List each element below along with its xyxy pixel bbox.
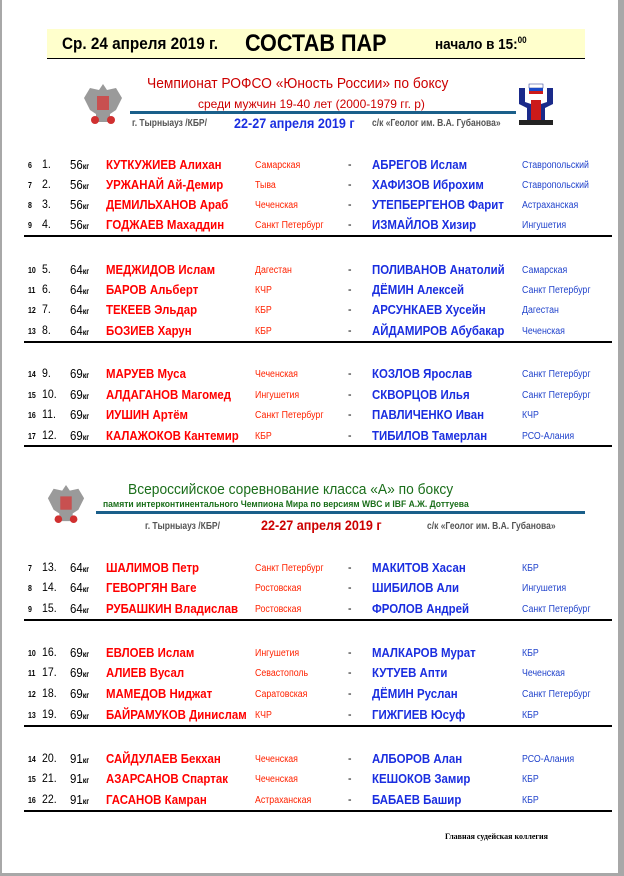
versus-dash: -: [348, 323, 352, 337]
weight-unit: кг: [82, 650, 90, 659]
blue-corner-name: УТЕПБЕРГЕНОВ Фарит: [372, 197, 504, 212]
red-corner-name: ГАСАНОВ Камран: [106, 792, 207, 807]
weight-value: 69: [70, 707, 83, 722]
table-row: [2, 217, 618, 237]
pair-number: 21.: [42, 771, 57, 785]
table-row: [2, 157, 618, 177]
weight-value: 56: [70, 217, 83, 232]
table-row: [2, 407, 618, 427]
blue-corner-name: ДЁМИН Руслан: [372, 686, 458, 701]
red-corner-name: ТЕКЕЕВ Эльдар: [106, 302, 198, 317]
versus-dash: -: [348, 366, 352, 380]
blue-corner-name: АРСУНКАЕВ Хусейн: [372, 302, 486, 317]
red-corner-region: Дагестан: [255, 265, 292, 276]
red-corner-region: Астраханская: [255, 795, 312, 806]
weight-unit: кг: [82, 222, 90, 231]
versus-dash: -: [348, 428, 352, 442]
weight-value: 69: [70, 407, 83, 422]
weight-value: 91: [70, 792, 83, 807]
weight-class: [70, 645, 89, 660]
blue-corner-region: Санкт Петербург: [522, 390, 591, 401]
weight-value: 69: [70, 665, 83, 680]
blue-corner-region: Самарская: [522, 265, 568, 276]
group-divider: [24, 445, 612, 447]
weight-unit: кг: [82, 797, 90, 806]
versus-dash: -: [348, 601, 352, 615]
weight-value: 56: [70, 197, 83, 212]
bout-order: 8: [28, 584, 32, 593]
blue-corner-region: КБР: [522, 563, 539, 574]
bout-order: 8: [28, 201, 32, 210]
group-divider: [24, 810, 612, 812]
header-band: [47, 29, 585, 59]
pair-number: 18.: [42, 686, 57, 700]
weight-class: [70, 323, 89, 338]
table-row: [2, 387, 618, 407]
group-divider: [24, 341, 612, 343]
table-row: [2, 262, 618, 282]
weight-unit: кг: [82, 606, 90, 615]
bout-order: 9: [28, 605, 32, 614]
blue-corner-name: ФРОЛОВ Андрей: [372, 601, 470, 616]
red-corner-region: Ингушетия: [255, 648, 300, 659]
blue-corner-name: ГИЖГИЕВ Юсуф: [372, 707, 466, 722]
red-corner-name: ШАЛИМОВ Петр: [106, 560, 200, 575]
blue-corner-name: ХАФИЗОВ Иброхим: [372, 177, 484, 192]
blue-corner-region: Ставропольский: [522, 180, 589, 191]
bout-order: 10: [28, 266, 36, 275]
weight-class: [70, 601, 89, 616]
blue-corner-name: ПОЛИВАНОВ Анатолий: [372, 262, 505, 277]
weight-unit: кг: [82, 433, 90, 442]
weight-unit: кг: [82, 585, 90, 594]
table-row: [2, 665, 618, 685]
section2-divider: [96, 511, 585, 514]
blue-corner-name: ИЗМАЙЛОВ Хизир: [372, 217, 477, 232]
versus-dash: -: [348, 262, 352, 276]
red-corner-name: ЕВЛОЕВ Ислам: [106, 645, 195, 660]
weight-class: [70, 792, 89, 807]
pair-number: 2.: [42, 177, 51, 191]
bout-order: 15: [28, 775, 36, 784]
section1-dates: 22-27 апреля 2019 г: [234, 115, 355, 131]
pair-number: 12.: [42, 428, 57, 442]
weight-class: [70, 428, 89, 443]
blue-corner-name: ШИБИЛОВ Али: [372, 580, 460, 595]
bout-order: 12: [28, 690, 36, 699]
red-corner-name: МАМЕДОВ Ниджат: [106, 686, 213, 701]
weight-unit: кг: [82, 287, 90, 296]
versus-dash: -: [348, 302, 352, 316]
red-corner-region: КБР: [255, 431, 272, 442]
pair-number: 20.: [42, 751, 57, 765]
bout-order: 11: [28, 286, 36, 295]
weight-class: [70, 751, 89, 766]
versus-dash: -: [348, 282, 352, 296]
bout-order: 15: [28, 391, 36, 400]
section1-title: Чемпионат РОФСО «Юность России» по боксу: [147, 75, 449, 92]
weight-value: 56: [70, 157, 83, 172]
bout-order: 14: [28, 370, 36, 379]
weight-unit: кг: [82, 202, 90, 211]
blue-corner-region: Санкт Петербург: [522, 604, 591, 615]
pair-number: 3.: [42, 197, 51, 211]
versus-dash: -: [348, 197, 352, 211]
weight-unit: кг: [82, 776, 90, 785]
bout-order: 17: [28, 432, 36, 441]
red-corner-region: Чеченская: [255, 369, 298, 380]
bout-order: 11: [28, 669, 36, 678]
red-corner-name: РУБАШКИН Владислав: [106, 601, 238, 616]
blue-corner-name: ДЁМИН Алексей: [372, 282, 465, 297]
section2-dates: 22-27 апреля 2019 г: [261, 517, 382, 533]
weight-class: [70, 407, 89, 422]
versus-dash: -: [348, 707, 352, 721]
red-corner-region: Ростовская: [255, 583, 302, 594]
red-corner-name: КАЛАЖОКОВ Кантемир: [106, 428, 239, 443]
weight-value: 69: [70, 428, 83, 443]
red-corner-name: АЛДАГАНОВ Магомед: [106, 387, 232, 402]
weight-value: 69: [70, 686, 83, 701]
blue-corner-region: Ставропольский: [522, 160, 589, 171]
blue-corner-name: МАКИТОВ Хасан: [372, 560, 466, 575]
blue-corner-name: МАЛКАРОВ Мурат: [372, 645, 476, 660]
weight-class: [70, 580, 89, 595]
weight-class: [70, 366, 89, 381]
pair-number: 7.: [42, 302, 51, 316]
page-title: СОСТАВ ПАР: [245, 30, 387, 57]
blue-corner-name: АЛБОРОВ Алан: [372, 751, 463, 766]
weight-unit: кг: [82, 756, 90, 765]
weight-value: 69: [70, 645, 83, 660]
blue-corner-name: СКВОРЦОВ Илья: [372, 387, 470, 402]
bout-order: 16: [28, 796, 36, 805]
red-corner-name: БАЙРАМУКОВ Динислам: [106, 707, 247, 722]
bout-order: 13: [28, 327, 36, 336]
russia-emblem-icon: [82, 80, 124, 128]
pair-number: 16.: [42, 645, 57, 659]
table-row: [2, 302, 618, 322]
table-row: [2, 323, 618, 343]
weight-unit: кг: [82, 162, 90, 171]
red-corner-name: ДЕМИЛЬХАНОВ Араб: [106, 197, 229, 212]
red-corner-name: БОЗИЕВ Харун: [106, 323, 192, 338]
weight-value: 64: [70, 580, 83, 595]
red-corner-region: КЧР: [255, 710, 272, 721]
weight-value: 91: [70, 751, 83, 766]
red-corner-name: УРЖАНАЙ Ай-Демир: [106, 177, 224, 192]
table-row: [2, 560, 618, 580]
table-row: [2, 197, 618, 217]
weight-value: 64: [70, 560, 83, 575]
versus-dash: -: [348, 407, 352, 421]
red-corner-region: Чеченская: [255, 200, 298, 211]
pair-number: 15.: [42, 601, 57, 615]
section1-city: г. Тырныауз /КБР/: [132, 118, 207, 129]
header-date: Ср. 24 апреля 2019 г.: [62, 34, 219, 53]
blue-corner-region: Ингушетия: [522, 220, 567, 231]
pair-number: 14.: [42, 580, 57, 594]
section1-divider: [130, 111, 516, 114]
red-corner-region: КБР: [255, 326, 272, 337]
bout-order: 16: [28, 411, 36, 420]
blue-corner-name: ТИБИЛОВ Тамерлан: [372, 428, 488, 443]
start-time: [435, 35, 527, 53]
red-corner-region: Севастополь: [255, 668, 309, 679]
red-corner-region: Чеченская: [255, 754, 298, 765]
versus-dash: -: [348, 792, 352, 806]
pair-number: 8.: [42, 323, 51, 337]
weight-class: [70, 177, 89, 192]
weight-value: 91: [70, 771, 83, 786]
blue-corner-name: ПАВЛИЧЕНКО Иван: [372, 407, 485, 422]
blue-corner-region: КБР: [522, 795, 539, 806]
versus-dash: -: [348, 771, 352, 785]
red-corner-region: Саратовская: [255, 689, 308, 700]
red-corner-name: БАРОВ Альберт: [106, 282, 199, 297]
weight-unit: кг: [82, 565, 90, 574]
weight-unit: кг: [82, 712, 90, 721]
blue-corner-region: Санкт Петербург: [522, 285, 591, 296]
weight-class: [70, 197, 89, 212]
pair-number: 22.: [42, 792, 57, 806]
red-corner-region: Тыва: [255, 180, 276, 191]
section2-title: Всероссийское соревнование класса «А» по боксу: [128, 481, 454, 498]
red-corner-region: Чеченская: [255, 774, 298, 785]
youth-russia-logo-icon: [515, 80, 557, 128]
group-divider: [24, 725, 612, 727]
blue-corner-region: КБР: [522, 774, 539, 785]
red-corner-region: Санкт Петербург: [255, 563, 324, 574]
weight-value: 64: [70, 323, 83, 338]
table-row: [2, 177, 618, 197]
weight-class: [70, 282, 89, 297]
red-corner-name: АЛИЕВ Вусал: [106, 665, 185, 680]
bout-order: 12: [28, 306, 36, 315]
versus-dash: -: [348, 157, 352, 171]
table-row: [2, 771, 618, 791]
bout-order: 7: [28, 181, 32, 190]
weight-class: [70, 387, 89, 402]
russia-emblem-icon: [46, 481, 86, 527]
red-corner-region: Санкт Петербург: [255, 220, 324, 231]
blue-corner-region: РСО-Алания: [522, 431, 575, 442]
weight-value: 69: [70, 366, 83, 381]
versus-dash: -: [348, 560, 352, 574]
pair-number: 13.: [42, 560, 57, 574]
pair-number: 9.: [42, 366, 51, 380]
weight-class: [70, 262, 89, 277]
table-row: [2, 686, 618, 706]
versus-dash: -: [348, 751, 352, 765]
weight-unit: кг: [82, 392, 90, 401]
blue-corner-region: Санкт Петербург: [522, 689, 591, 700]
red-corner-region: КЧР: [255, 285, 272, 296]
red-corner-name: МАРУЕВ Муса: [106, 366, 186, 381]
red-corner-name: ГОДЖАЕВ Махаддин: [106, 217, 225, 232]
bout-order: 7: [28, 564, 32, 573]
table-row: [2, 580, 618, 600]
table-row: [2, 707, 618, 727]
versus-dash: -: [348, 645, 352, 659]
versus-dash: -: [348, 686, 352, 700]
weight-unit: кг: [82, 670, 90, 679]
red-corner-name: МЕДЖИДОВ Ислам: [106, 262, 216, 277]
weight-class: [70, 665, 89, 680]
blue-corner-name: КОЗЛОВ Ярослав: [372, 366, 473, 381]
blue-corner-region: Астраханская: [522, 200, 579, 211]
table-row: [2, 601, 618, 621]
weight-unit: кг: [82, 267, 90, 276]
weight-class: [70, 157, 89, 172]
weight-class: [70, 217, 89, 232]
blue-corner-name: КУТУЕВ Апти: [372, 665, 448, 680]
weight-value: 64: [70, 282, 83, 297]
red-corner-name: САЙДУЛАЕВ Бекхан: [106, 751, 221, 766]
section2-venue: с/к «Геолог им. В.А. Губанова»: [427, 521, 556, 532]
red-corner-region: Санкт Петербург: [255, 410, 324, 421]
versus-dash: -: [348, 177, 352, 191]
weight-class: [70, 686, 89, 701]
section1-subtitle: среди мужчин 19-40 лет (2000-1979 гг. р): [198, 97, 425, 111]
weight-unit: кг: [82, 412, 90, 421]
weight-class: [70, 707, 89, 722]
pair-number: 10.: [42, 387, 57, 401]
pair-number: 19.: [42, 707, 57, 721]
weight-class: [70, 302, 89, 317]
weight-unit: кг: [82, 182, 90, 191]
red-corner-region: Ингушетия: [255, 390, 300, 401]
weight-value: 64: [70, 262, 83, 277]
pair-number: 6.: [42, 282, 51, 296]
versus-dash: -: [348, 387, 352, 401]
red-corner-name: ИУШИН Артём: [106, 407, 189, 422]
red-corner-name: КУТКУЖИЕВ Алихан: [106, 157, 222, 172]
weight-value: 64: [70, 601, 83, 616]
blue-corner-region: Дагестан: [522, 305, 559, 316]
bout-order: 14: [28, 755, 36, 764]
blue-corner-name: АБРЕГОВ Ислам: [372, 157, 468, 172]
table-row: [2, 751, 618, 771]
section2-subtitle: памяти интерконтинентального Чемпиона Мира по версиям WBC и IBF А.Ж. Доттуева: [103, 499, 469, 510]
group-divider: [24, 619, 612, 621]
blue-corner-name: КЕШОКОВ Замир: [372, 771, 471, 786]
red-corner-region: КБР: [255, 305, 272, 316]
table-row: [2, 792, 618, 812]
start-time-label: начало в 15:: [435, 36, 518, 53]
blue-corner-region: КЧР: [522, 410, 539, 421]
bout-order: 13: [28, 711, 36, 720]
blue-corner-name: БАБАЕВ Башир: [372, 792, 462, 807]
weight-unit: кг: [82, 371, 90, 380]
table-row: [2, 645, 618, 665]
weight-value: 69: [70, 387, 83, 402]
red-corner-name: ГЕВОРГЯН Ваге: [106, 580, 197, 595]
weight-unit: кг: [82, 328, 90, 337]
weight-class: [70, 560, 89, 575]
document-page: [2, 0, 618, 873]
blue-corner-region: РСО-Алания: [522, 754, 575, 765]
group-divider: [24, 235, 612, 237]
bout-order: 10: [28, 649, 36, 658]
blue-corner-region: Чеченская: [522, 326, 565, 337]
section1-venue: с/к «Геолог им. В.А. Губанова»: [372, 118, 501, 129]
weight-class: [70, 771, 89, 786]
blue-corner-name: АЙДАМИРОВ Абубакар: [372, 323, 505, 338]
red-corner-region: Самарская: [255, 160, 301, 171]
bout-order: 6: [28, 161, 32, 170]
footer-signature: Главная судейская коллегия: [445, 832, 548, 841]
weight-unit: кг: [82, 691, 90, 700]
weight-value: 64: [70, 302, 83, 317]
pair-number: 1.: [42, 157, 51, 171]
blue-corner-region: КБР: [522, 648, 539, 659]
pair-number: 5.: [42, 262, 51, 276]
versus-dash: -: [348, 665, 352, 679]
weight-value: 56: [70, 177, 83, 192]
bout-order: 9: [28, 221, 32, 230]
pair-number: 17.: [42, 665, 57, 679]
versus-dash: -: [348, 217, 352, 231]
blue-corner-region: Чеченская: [522, 668, 565, 679]
red-corner-name: АЗАРСАНОВ Спартак: [106, 771, 228, 786]
blue-corner-region: Ингушетия: [522, 583, 567, 594]
weight-unit: кг: [82, 307, 90, 316]
table-row: [2, 366, 618, 386]
section2-city: г. Тырныауз /КБР/: [145, 521, 220, 532]
blue-corner-region: Санкт Петербург: [522, 369, 591, 380]
pair-number: 4.: [42, 217, 51, 231]
start-time-minutes: 00: [517, 35, 527, 45]
table-row: [2, 282, 618, 302]
versus-dash: -: [348, 580, 352, 594]
red-corner-region: Ростовская: [255, 604, 302, 615]
blue-corner-region: КБР: [522, 710, 539, 721]
pair-number: 11.: [42, 407, 56, 421]
